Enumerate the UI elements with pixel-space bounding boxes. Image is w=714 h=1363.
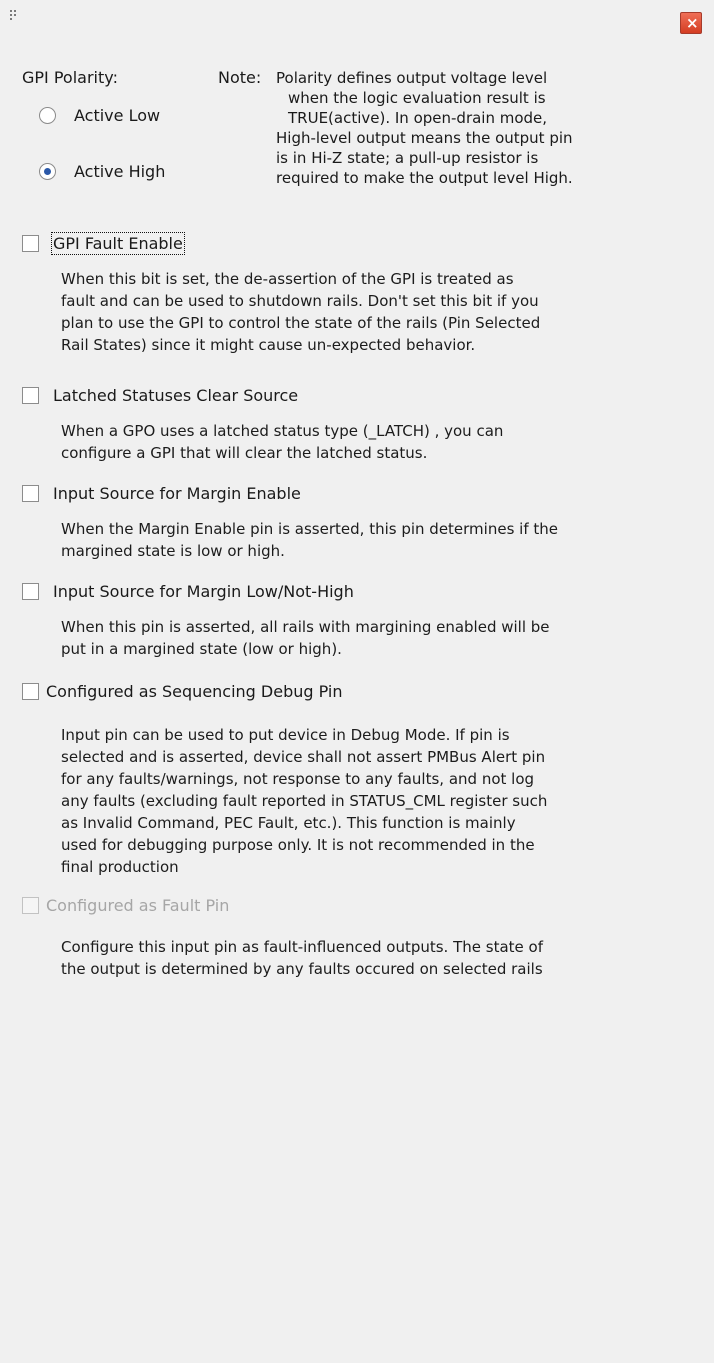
description-line: margined state is low or high. [61,542,285,560]
description-line: put in a margined state (low or high). [61,640,342,658]
fault-pin-description [61,936,681,980]
description-line: Rail States) since it might cause un-expected behavior. [61,336,476,354]
sequencing-debug-pin-description [61,724,681,878]
content-area [14,46,674,1020]
radio-active-high[interactable] [39,162,165,181]
fault-pin-option[interactable] [22,896,229,915]
margin-low-source-label[interactable]: Input Source for Margin Low/Not-High [53,582,354,601]
note-label: Note: [218,68,262,87]
fault-pin-label[interactable]: Configured as Fault Pin [46,896,230,915]
note-line: when the logic evaluation result is [288,89,546,107]
margin-enable-source-description [61,518,681,562]
description-line: Configure this input pin as fault-influenced outputs. The state of [61,938,543,956]
sequencing-debug-pin-label[interactable]: Configured as Sequencing Debug Pin [46,682,343,701]
description-line: selected and is asserted, device shall not assert PMBus Alert pin [61,748,546,766]
margin-low-source-option[interactable] [22,582,354,601]
margin-enable-source-checkbox[interactable] [22,485,39,502]
description-line: When this pin is asserted, all rails with margining enabled will be [61,618,550,636]
close-icon: × [686,14,699,32]
note-line: TRUE(active). In open-drain mode, [288,109,548,127]
margin-enable-source-label[interactable]: Input Source for Margin Enable [53,484,301,503]
description-line: any faults (excluding fault reported in STATUS_CML register such [61,792,548,810]
description-line: for any faults/warnings, not response to any faults, and not log [61,770,535,788]
gpi-polarity-label: GPI Polarity: [22,68,118,87]
radio-active-high-circle[interactable] [39,163,56,180]
description-line: as Invalid Command, PEC Fault, etc.). This function is mainly [61,814,516,832]
margin-low-source-description [61,616,681,660]
radio-active-low-circle[interactable] [39,107,56,124]
latched-statuses-clear-source-option[interactable] [22,386,298,405]
radio-active-low[interactable] [39,106,160,125]
description-line: fault and can be used to shutdown rails. Don't set this bit if you [61,292,539,310]
grip-dots-icon[interactable] [10,10,22,22]
description-line: the output is determined by any faults occured on selected rails [61,960,543,978]
gpi-fault-enable-label[interactable]: GPI Fault Enable [53,234,183,253]
description-line: configure a GPI that will clear the latched status. [61,444,428,462]
margin-low-source-checkbox[interactable] [22,583,39,600]
latched-statuses-clear-source-label[interactable]: Latched Statuses Clear Source [53,386,299,405]
description-line: When the Margin Enable pin is asserted, this pin determines if the [61,520,558,538]
title-bar [0,0,714,46]
latched-statuses-clear-source-checkbox[interactable] [22,387,39,404]
gpi-fault-enable-option[interactable] [22,234,183,253]
fault-pin-checkbox[interactable] [22,897,39,914]
close-button[interactable] [680,12,702,34]
note-line: High-level output means the output pin [276,129,573,147]
description-line: plan to use the GPI to control the state of the rails (Pin Selected [61,314,541,332]
polarity-note [276,68,676,188]
note-line: Polarity defines output voltage level [276,69,548,87]
radio-active-low-label[interactable]: Active Low [74,106,161,125]
gpi-fault-enable-checkbox[interactable] [22,235,39,252]
description-line: final production [61,858,179,876]
margin-enable-source-option[interactable] [22,484,301,503]
description-line: used for debugging purpose only. It is not recommended in the [61,836,535,854]
radio-active-high-label[interactable]: Active High [74,162,166,181]
note-line: required to make the output level High. [276,169,573,187]
gpi-fault-enable-description [61,268,681,356]
description-line: When this bit is set, the de-assertion of the GPI is treated as [61,270,514,288]
sequencing-debug-pin-option[interactable] [22,682,343,701]
sequencing-debug-pin-checkbox[interactable] [22,683,39,700]
description-line: Input pin can be used to put device in Debug Mode. If pin is [61,726,510,744]
latched-statuses-clear-source-description [61,420,681,464]
description-line: When a GPO uses a latched status type (_LATCH) , you can [61,422,504,440]
note-line: is in Hi-Z state; a pull-up resistor is [276,149,539,167]
